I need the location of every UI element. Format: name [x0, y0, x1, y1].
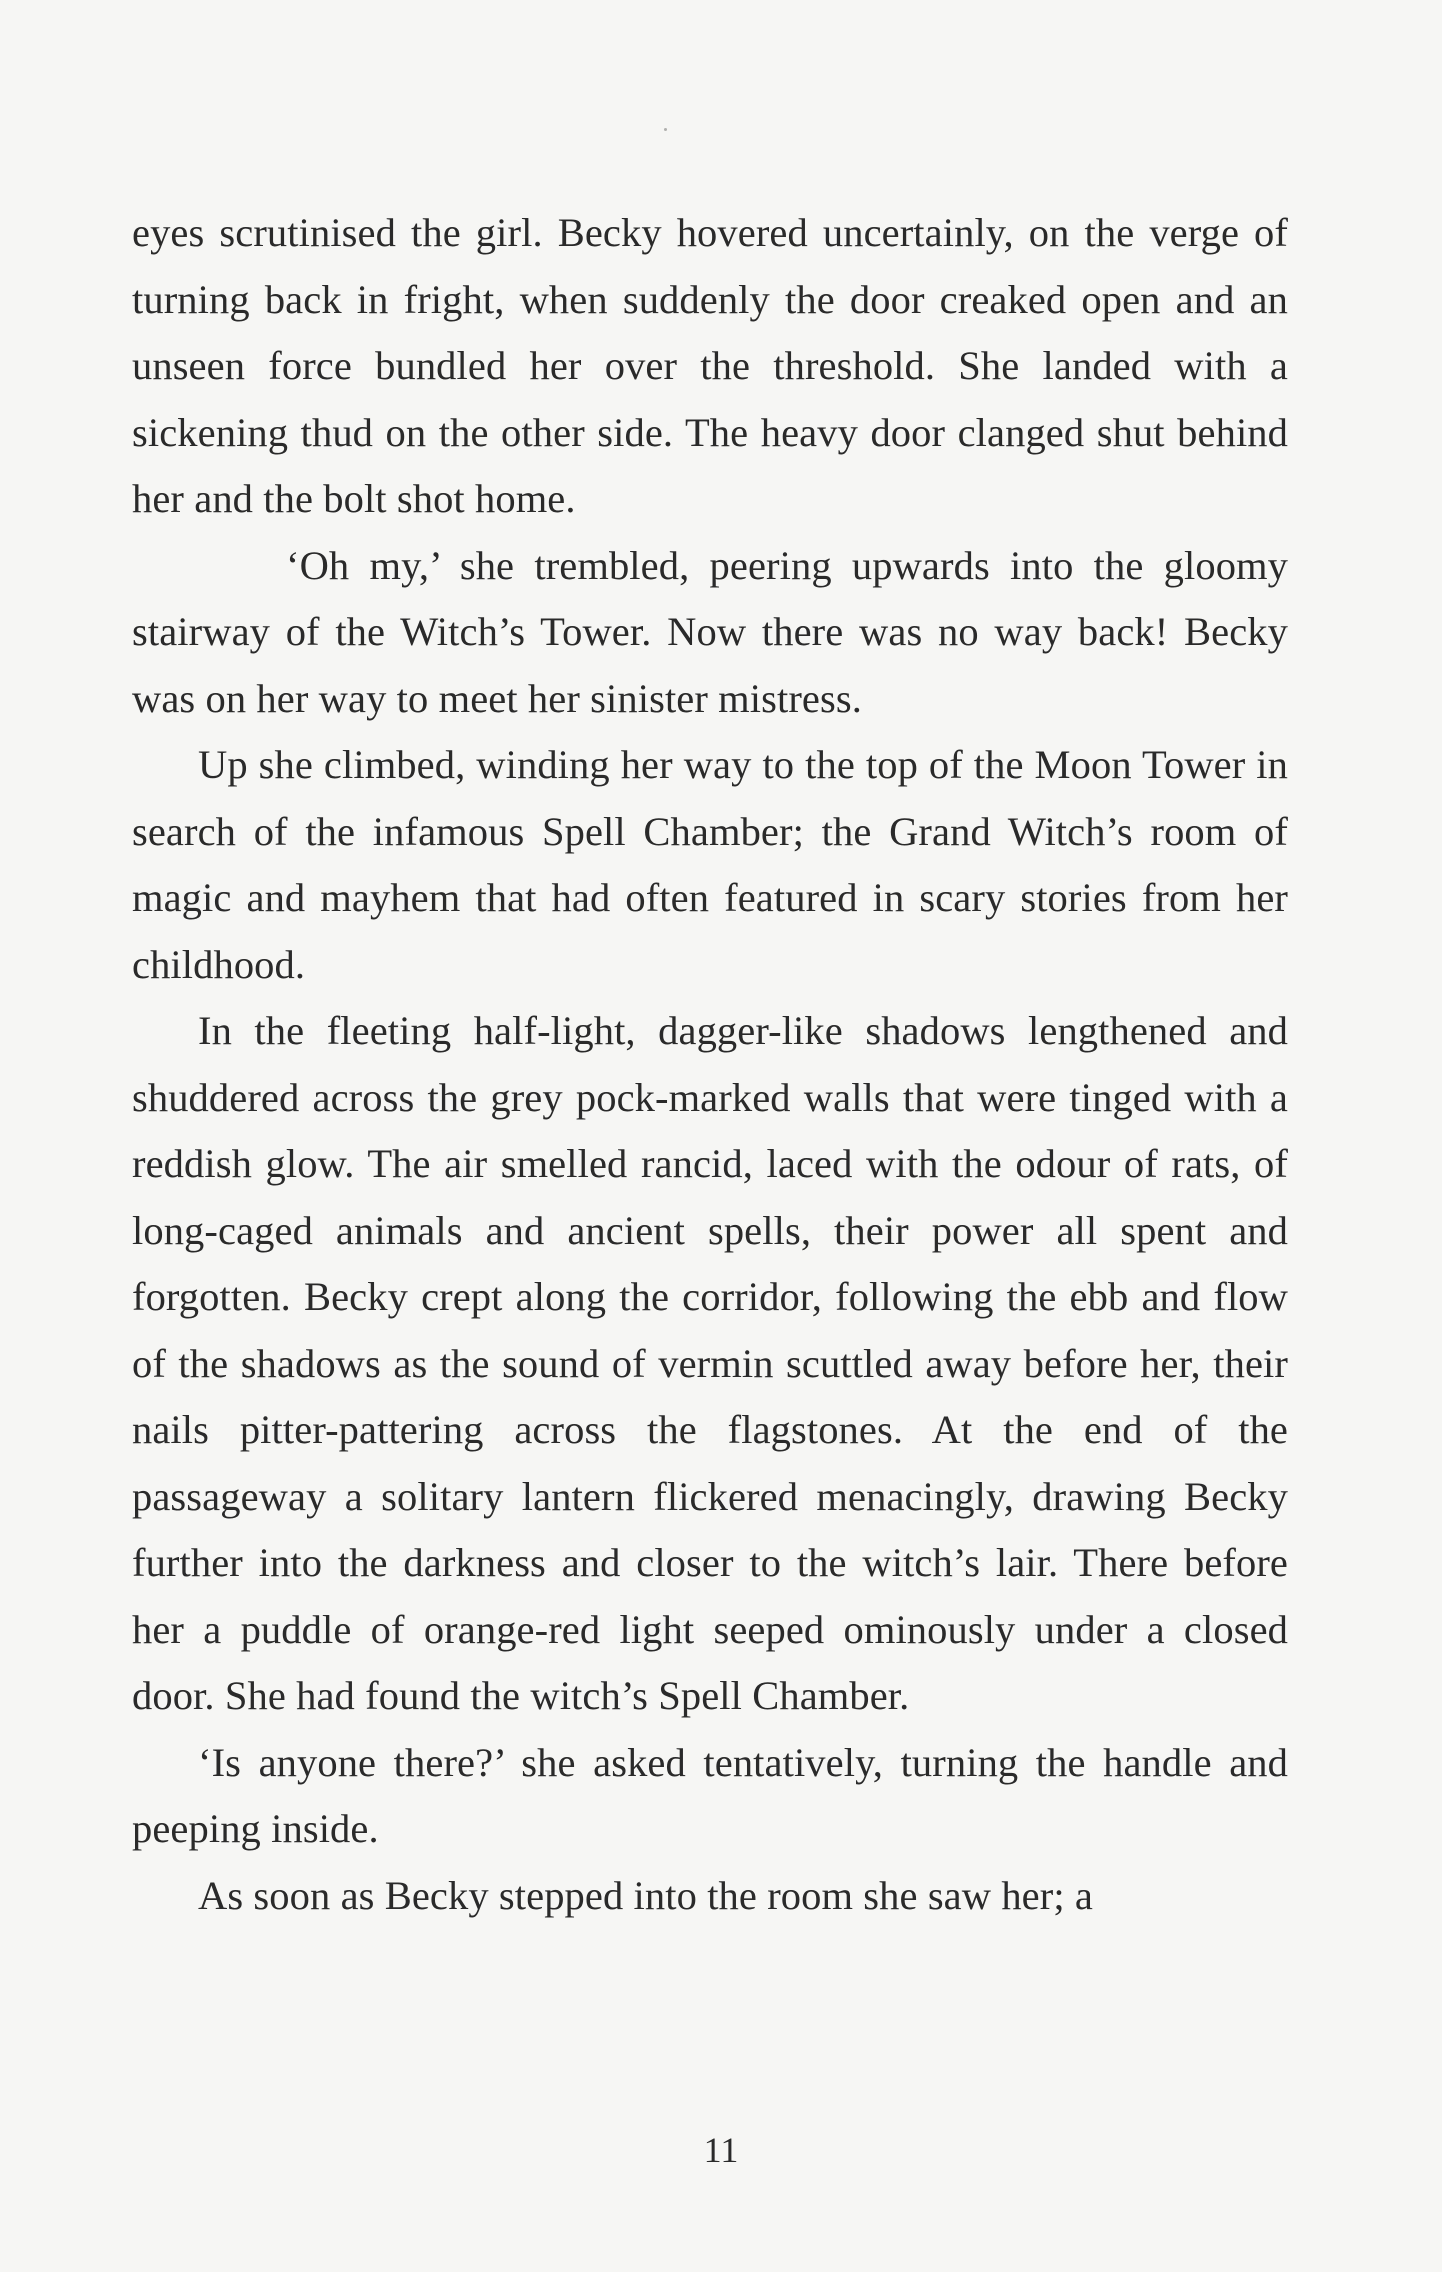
paragraph-half-light: In the fleeting half-light, dagger-like shadows lengthened and shuddered across the grey pock-marked walls that were tinged with a reddish glow. The air smelled rancid, laced with the odour of rats, of long-caged animals and ancient spells, their power all spent and forgotten. Becky crept along the corridor, following the ebb and flow of the shadows as the sound of vermin scuttled away before her, their nails pitter-pattering across the flagstones. At the end of the passageway a solitary lantern flickered menacingly, drawing Becky further into the darkness and closer to the witch’s lair. There before her a puddle of orange-red light seeped ominously under a closed door. She had found the witch’s Spell Chamber. — [132, 1008, 1288, 1718]
body-text — [132, 200, 1288, 1929]
paragraph-is-anyone-there: ‘Is anyone there?’ she asked tentatively, turning the handle and peeping inside. — [132, 1739, 1288, 1851]
paper-speck — [664, 128, 667, 131]
paragraph-as-soon-as: As soon as Becky stepped into the room she saw her; a — [198, 1872, 1093, 1918]
paragraph-continuation: eyes scrutinised the girl. Becky hovered uncertainly, on the verge of turning back in fright, when suddenly the door creaked open and an unseen force bundled her over the threshold. She landed with a sickening thud on the other side. The heavy door clanged shut behind her and the bolt shot home. — [132, 210, 1288, 521]
paragraph-dialogue-oh-my: ‘Oh my,’ she trembled, peering upwards into the gloomy stairway of the Witch’s Tower. Now there was no way back! Becky was on her way to meet her sinister mistress. — [132, 542, 1288, 721]
paragraph-up-she-climbed: Up she climbed, winding her way to the top of the Moon Tower in search of the infamous Spell Chamber; the Grand Witch’s room of magic and mayhem that had often featured in scary stories from her childhood. — [132, 742, 1288, 987]
page-number: 11 — [703, 2130, 739, 2170]
